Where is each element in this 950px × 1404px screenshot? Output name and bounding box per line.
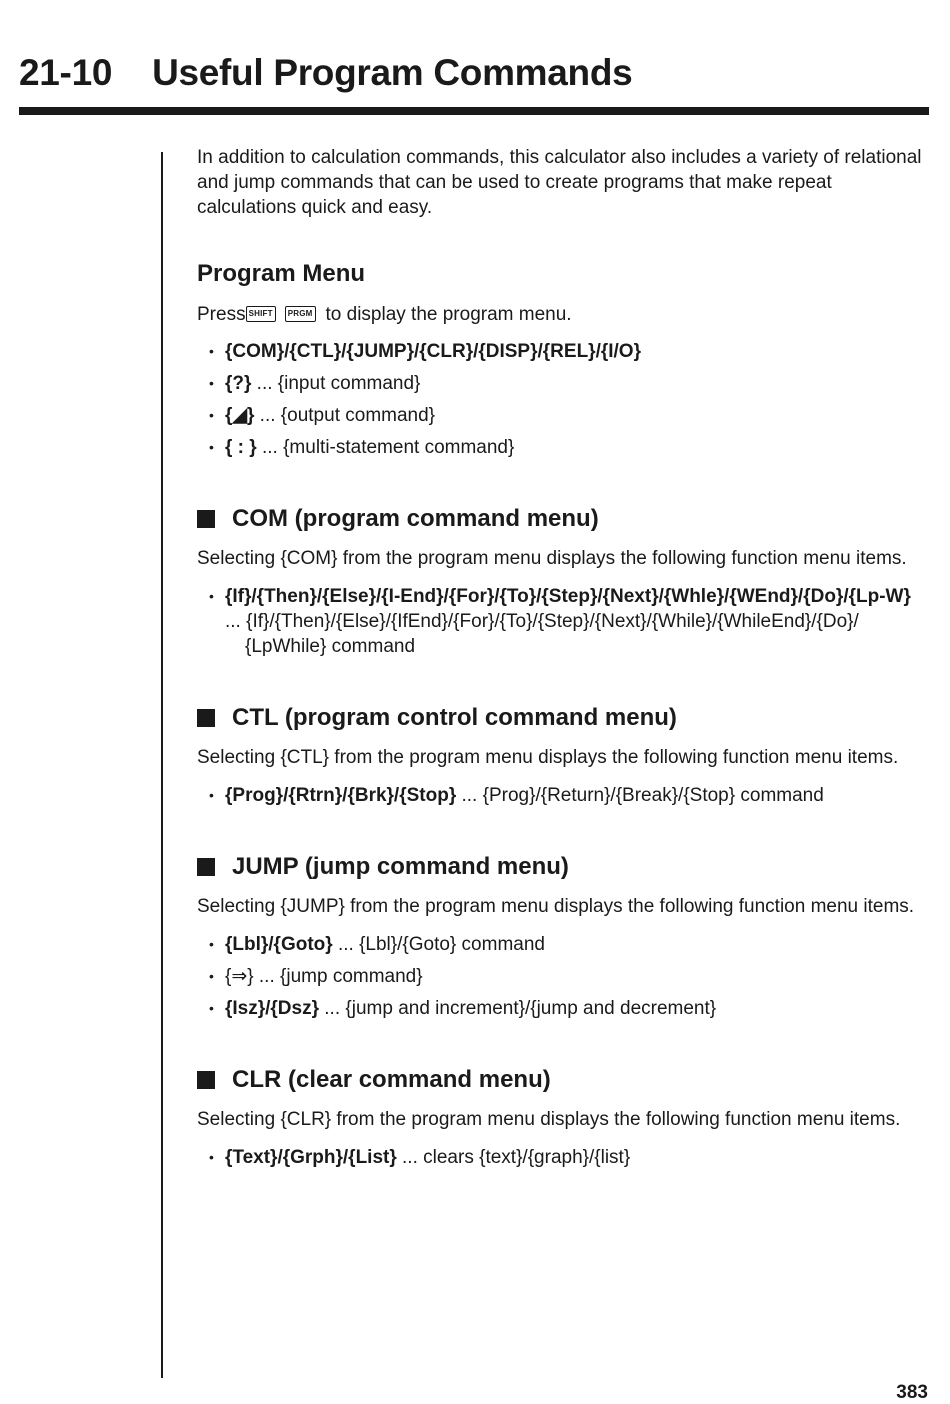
jump-list [197,932,927,1021]
jump-arrow-icon: {⇒} [225,966,254,987]
command-desc: ... clears {text}/{graph}/{list} [396,1147,631,1168]
margin-rule [161,152,163,1378]
press-suffix: to display the program menu. [325,304,572,325]
command-keys: {Prog}/{Rtrn}/{Brk}/{Stop} [225,785,457,806]
prgm-key: PRGM [285,306,316,322]
section-heading-text: CTL (program control command menu) [232,704,677,731]
list-item [197,964,927,989]
command-keys: • {If}/{Then}/{Else}/{I-End}/{For}/{To}/{Step}/{Next}/{Whle}/{WEnd}/{Do}/{Lp-W} [225,586,911,607]
program-menu-list [197,339,927,460]
command-desc: ... {If}/{Then}/{Else}/{IfEnd}/{For}/{To}/{Step}/{Next}/{While}/{WhileEnd}/{Do}/ [225,611,859,632]
command-keys: { : } [225,437,257,458]
section-heading-text: JUMP (jump command menu) [232,853,569,880]
list-item [197,996,927,1021]
command-desc: ... {input command} [251,373,421,394]
command-desc-continued: {LpWhile} command [245,636,416,657]
list-item [197,783,927,808]
com-section-heading [197,504,927,534]
com-list [197,584,927,659]
section-number: 21-10 [19,52,113,93]
command-keys: {Isz}/{Dsz} [225,998,319,1019]
command-desc: ... {jump and increment}/{jump and decrement} [319,998,717,1019]
jump-section-heading [197,852,927,882]
list-item [197,339,927,364]
clr-description: Selecting {CLR} from the program menu displays the following function menu items. [197,1109,901,1130]
shift-key: SHIFT [246,306,276,322]
ctl-description: Selecting {CTL} from the program menu displays the following function menu items. [197,747,899,768]
jump-description: Selecting {JUMP} from the program menu displays the following function menu items. [197,896,915,917]
program-menu-heading: Program Menu [197,260,366,287]
command-desc: ... {Prog}/{Return}/{Break}/{Stop} command [456,785,824,806]
square-bullet-icon [197,510,215,528]
clr-list [197,1145,927,1170]
press-label: Press [197,304,246,325]
page-content [197,145,927,1170]
command-desc: ... {jump command} [253,966,423,987]
section-title: Useful Program Commands [152,52,633,93]
list-item [197,932,927,957]
square-bullet-icon [197,858,215,876]
command-desc: ... {output command} [254,405,436,426]
press-instruction [197,302,927,327]
command-keys: {Text}/{Grph}/{List} [225,1147,397,1168]
list-item [197,435,927,460]
intro-paragraph: In addition to calculation commands, this calculator also includes a variety of relational and jump commands that can be used to create programs that make repeat calculations quick and easy. [197,147,922,218]
square-bullet-icon [197,1071,215,1089]
command-desc: ... {Lbl}/{Goto} command [332,934,545,955]
list-item [197,1145,927,1170]
command-desc: ... {multi-statement command} [256,437,515,458]
command-keys: {?} [225,373,252,394]
page-number: 383 [896,1382,928,1403]
command-keys: {COM}/{CTL}/{JUMP}/{CLR}/{DISP}/{REL}/{I/O} [225,341,641,362]
square-bullet-icon [197,709,215,727]
clr-section-heading [197,1065,927,1095]
list-item [197,584,927,659]
section-heading-text: COM (program command menu) [232,505,599,532]
section-heading-text: CLR (clear command menu) [232,1066,551,1093]
ctl-section-heading [197,703,927,733]
output-command-icon: {◢} [225,405,255,426]
com-description: Selecting {COM} from the program menu displays the following function menu items. [197,548,907,569]
list-item [197,403,927,428]
list-item [197,371,927,396]
page-title [19,50,632,96]
ctl-list [197,783,927,808]
title-rule [19,107,929,115]
command-keys: {Lbl}/{Goto} [225,934,333,955]
